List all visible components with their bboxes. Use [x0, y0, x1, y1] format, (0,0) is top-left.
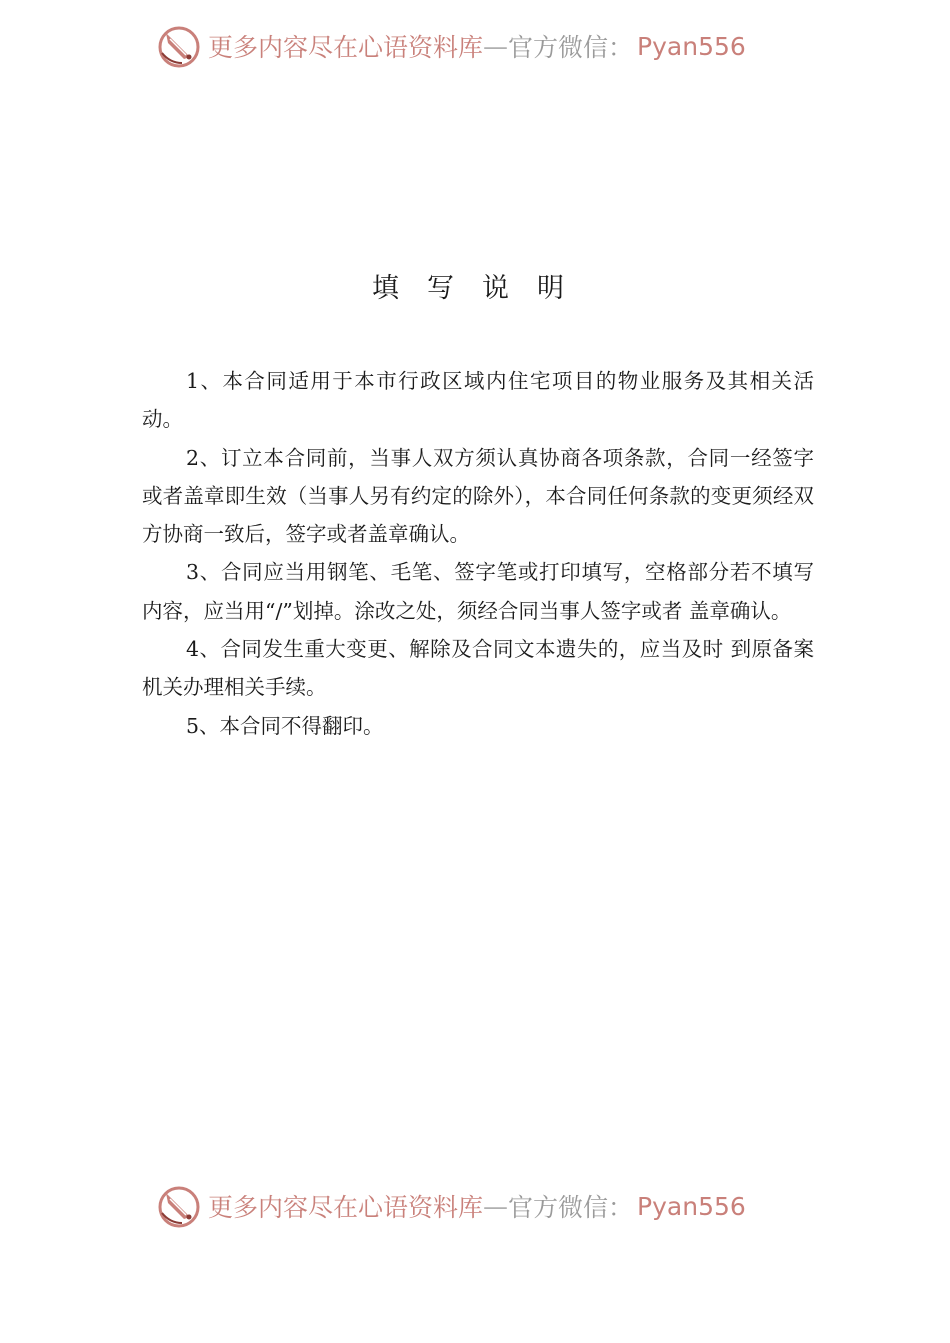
banner-wechat-id: Pyan556	[637, 1191, 746, 1221]
banner-wechat-id: Pyan556	[637, 31, 746, 61]
pen-nib-logo-icon	[156, 23, 202, 69]
instruction-item: 3、合同应当用钢笔、毛笔、签字笔或打印填写，空格部分若不填写内容，应当用“/”划掉。涂改之处，须经合同当事人签字或者 盖章确认。	[142, 560, 814, 623]
page-title: 填写说明	[372, 273, 592, 304]
banner-slogan: 更多内容尽在心语资料库	[208, 33, 484, 62]
footer-banner	[156, 1180, 746, 1232]
instruction-item: 5、本合同不得翻印。	[186, 713, 384, 738]
banner-slogan: 更多内容尽在心语资料库	[208, 1193, 484, 1222]
banner-wechat-label: 官方微信：	[508, 33, 634, 62]
banner-wechat-label: 官方微信：	[508, 1193, 634, 1222]
instructions-body	[142, 362, 814, 745]
banner-dash: —	[483, 31, 509, 61]
instruction-item: 2、订立本合同前，当事人双方须认真协商各项条款，合同一经签字或者盖章即生效（当事人另有约定的除外），本合同任何条款的变更须经双方协商一致后，签字或者盖章确认。	[142, 445, 814, 547]
instruction-item: 4、合同发生重大变更、解除及合同文本遗失的，应当及时 到原备案机关办理相关手续。	[142, 637, 814, 700]
instruction-item: 1、本合同适用于本市行政区域内住宅项目的物业服务及其相关活动。	[142, 369, 814, 432]
banner-dash: —	[483, 1191, 509, 1221]
header-banner	[156, 20, 746, 72]
pen-nib-logo-icon	[156, 1183, 202, 1229]
